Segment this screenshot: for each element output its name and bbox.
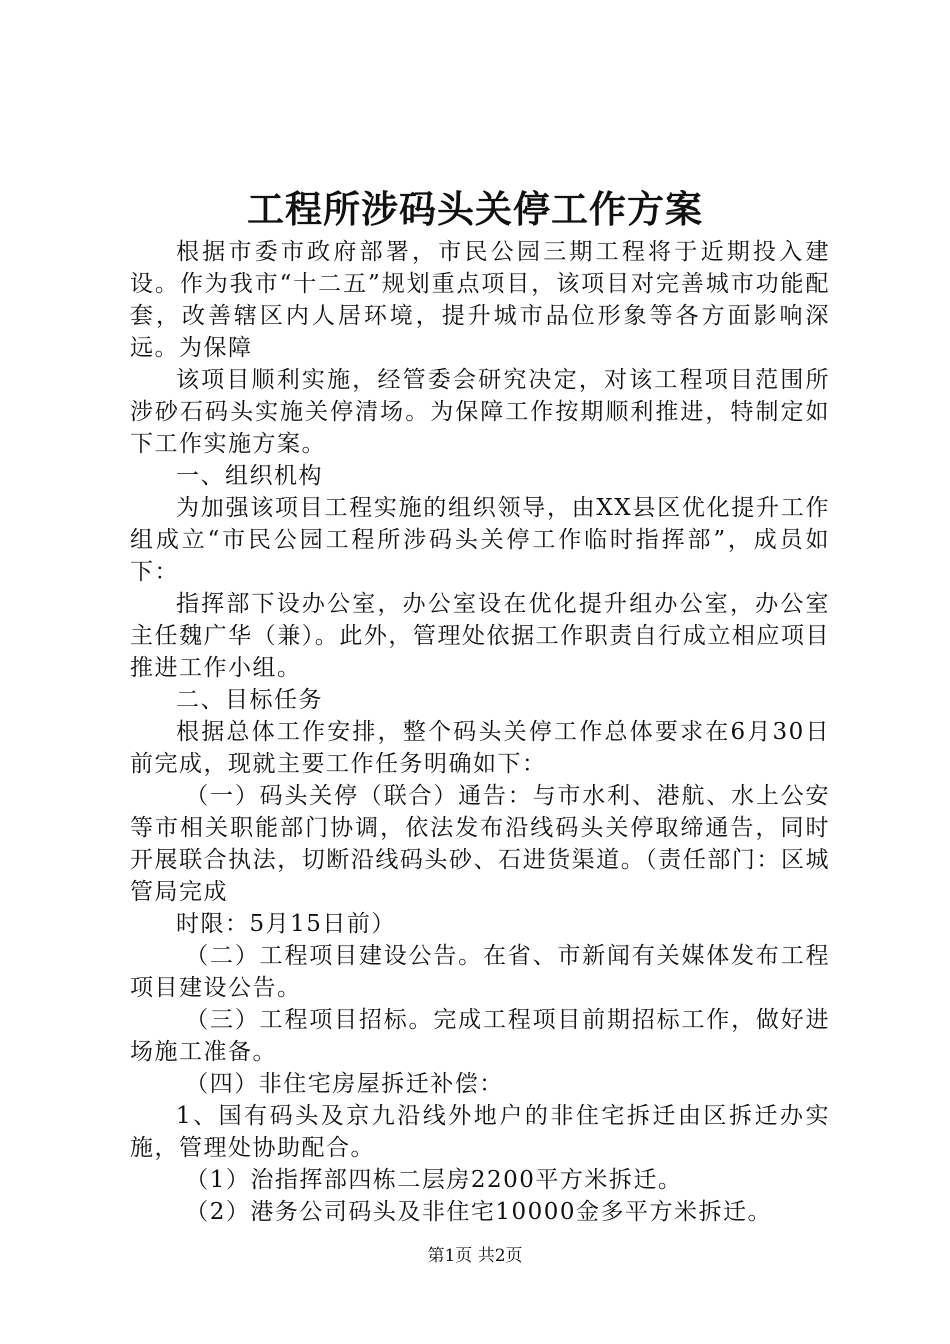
task-item-1-deadline: 时限：5月15日前） — [176, 911, 396, 937]
task-item-4-sub-1-b: （2）港务公司码头及非住宅10000金多平方米拆迁。 — [185, 1199, 772, 1225]
task-item-4-sub-1: 1、国有码头及京九沿线外地户的非住宅拆迁由区拆迁办实施，管理处协助配合。 — [130, 1103, 830, 1161]
task-item-2: （二）工程项目建设公告。在省、市新闻有关媒体发布工程项目建设公告。 — [130, 943, 830, 1001]
paragraph-office: 指挥部下设办公室，办公室设在优化提升组办公室，办公室主任魏广华（兼）。此外，管理处依据工作职责自行成立相应项目推进工作小组。 — [130, 591, 830, 681]
document-body — [130, 236, 830, 1228]
section-heading-tasks: 二、目标任务 — [176, 687, 323, 713]
task-item-4: （四）非住宅房屋拆迁补偿： — [185, 1071, 504, 1097]
document-title: 工程所涉码头关停工作方案 — [247, 187, 703, 231]
section-heading-organization: 一、组织机构 — [176, 463, 323, 489]
paragraph-decision: 该项目顺利实施，经管委会研究决定，对该工程项目范围所涉砂石码头实施关停清场。为保障工作按期顺利推进，特制定如下工作实施方案。 — [130, 367, 830, 457]
task-item-4-sub-1-a: （1）治指挥部四栋二层房2200平方米拆迁。 — [185, 1167, 683, 1193]
paragraph-organization: 为加强该项目工程实施的组织领导，由XX县区优化提升工作组成立“市民公园工程所涉码头关停工作临时指挥部”，成员如下： — [130, 495, 830, 585]
page-footer: 第1页 共2页 — [427, 1246, 523, 1266]
task-item-3: （三）工程项目招标。完成工程项目前期招标工作，做好进场施工准备。 — [130, 1007, 830, 1065]
paragraph-intro: 根据市委市政府部署，市民公园三期工程将于近期投入建设。作为我市“十二五”规划重点项目，该项目对完善城市功能配套，改善辖区内人居环境，提升城市品位形象等各方面影响深远。为保障 — [130, 239, 830, 361]
paragraph-tasks-intro: 根据总体工作安排，整个码头关停工作总体要求在6月30日前完成，现就主要工作任务明确如下： — [130, 719, 830, 777]
task-item-1: （一）码头关停（联合）通告：与市水利、港航、水上公安等市相关职能部门协调，依法发布沿线码头关停取缔通告，同时开展联合执法，切断沿线码头砂、石进货渠道。（责任部门：区城管局完成 — [130, 783, 830, 905]
